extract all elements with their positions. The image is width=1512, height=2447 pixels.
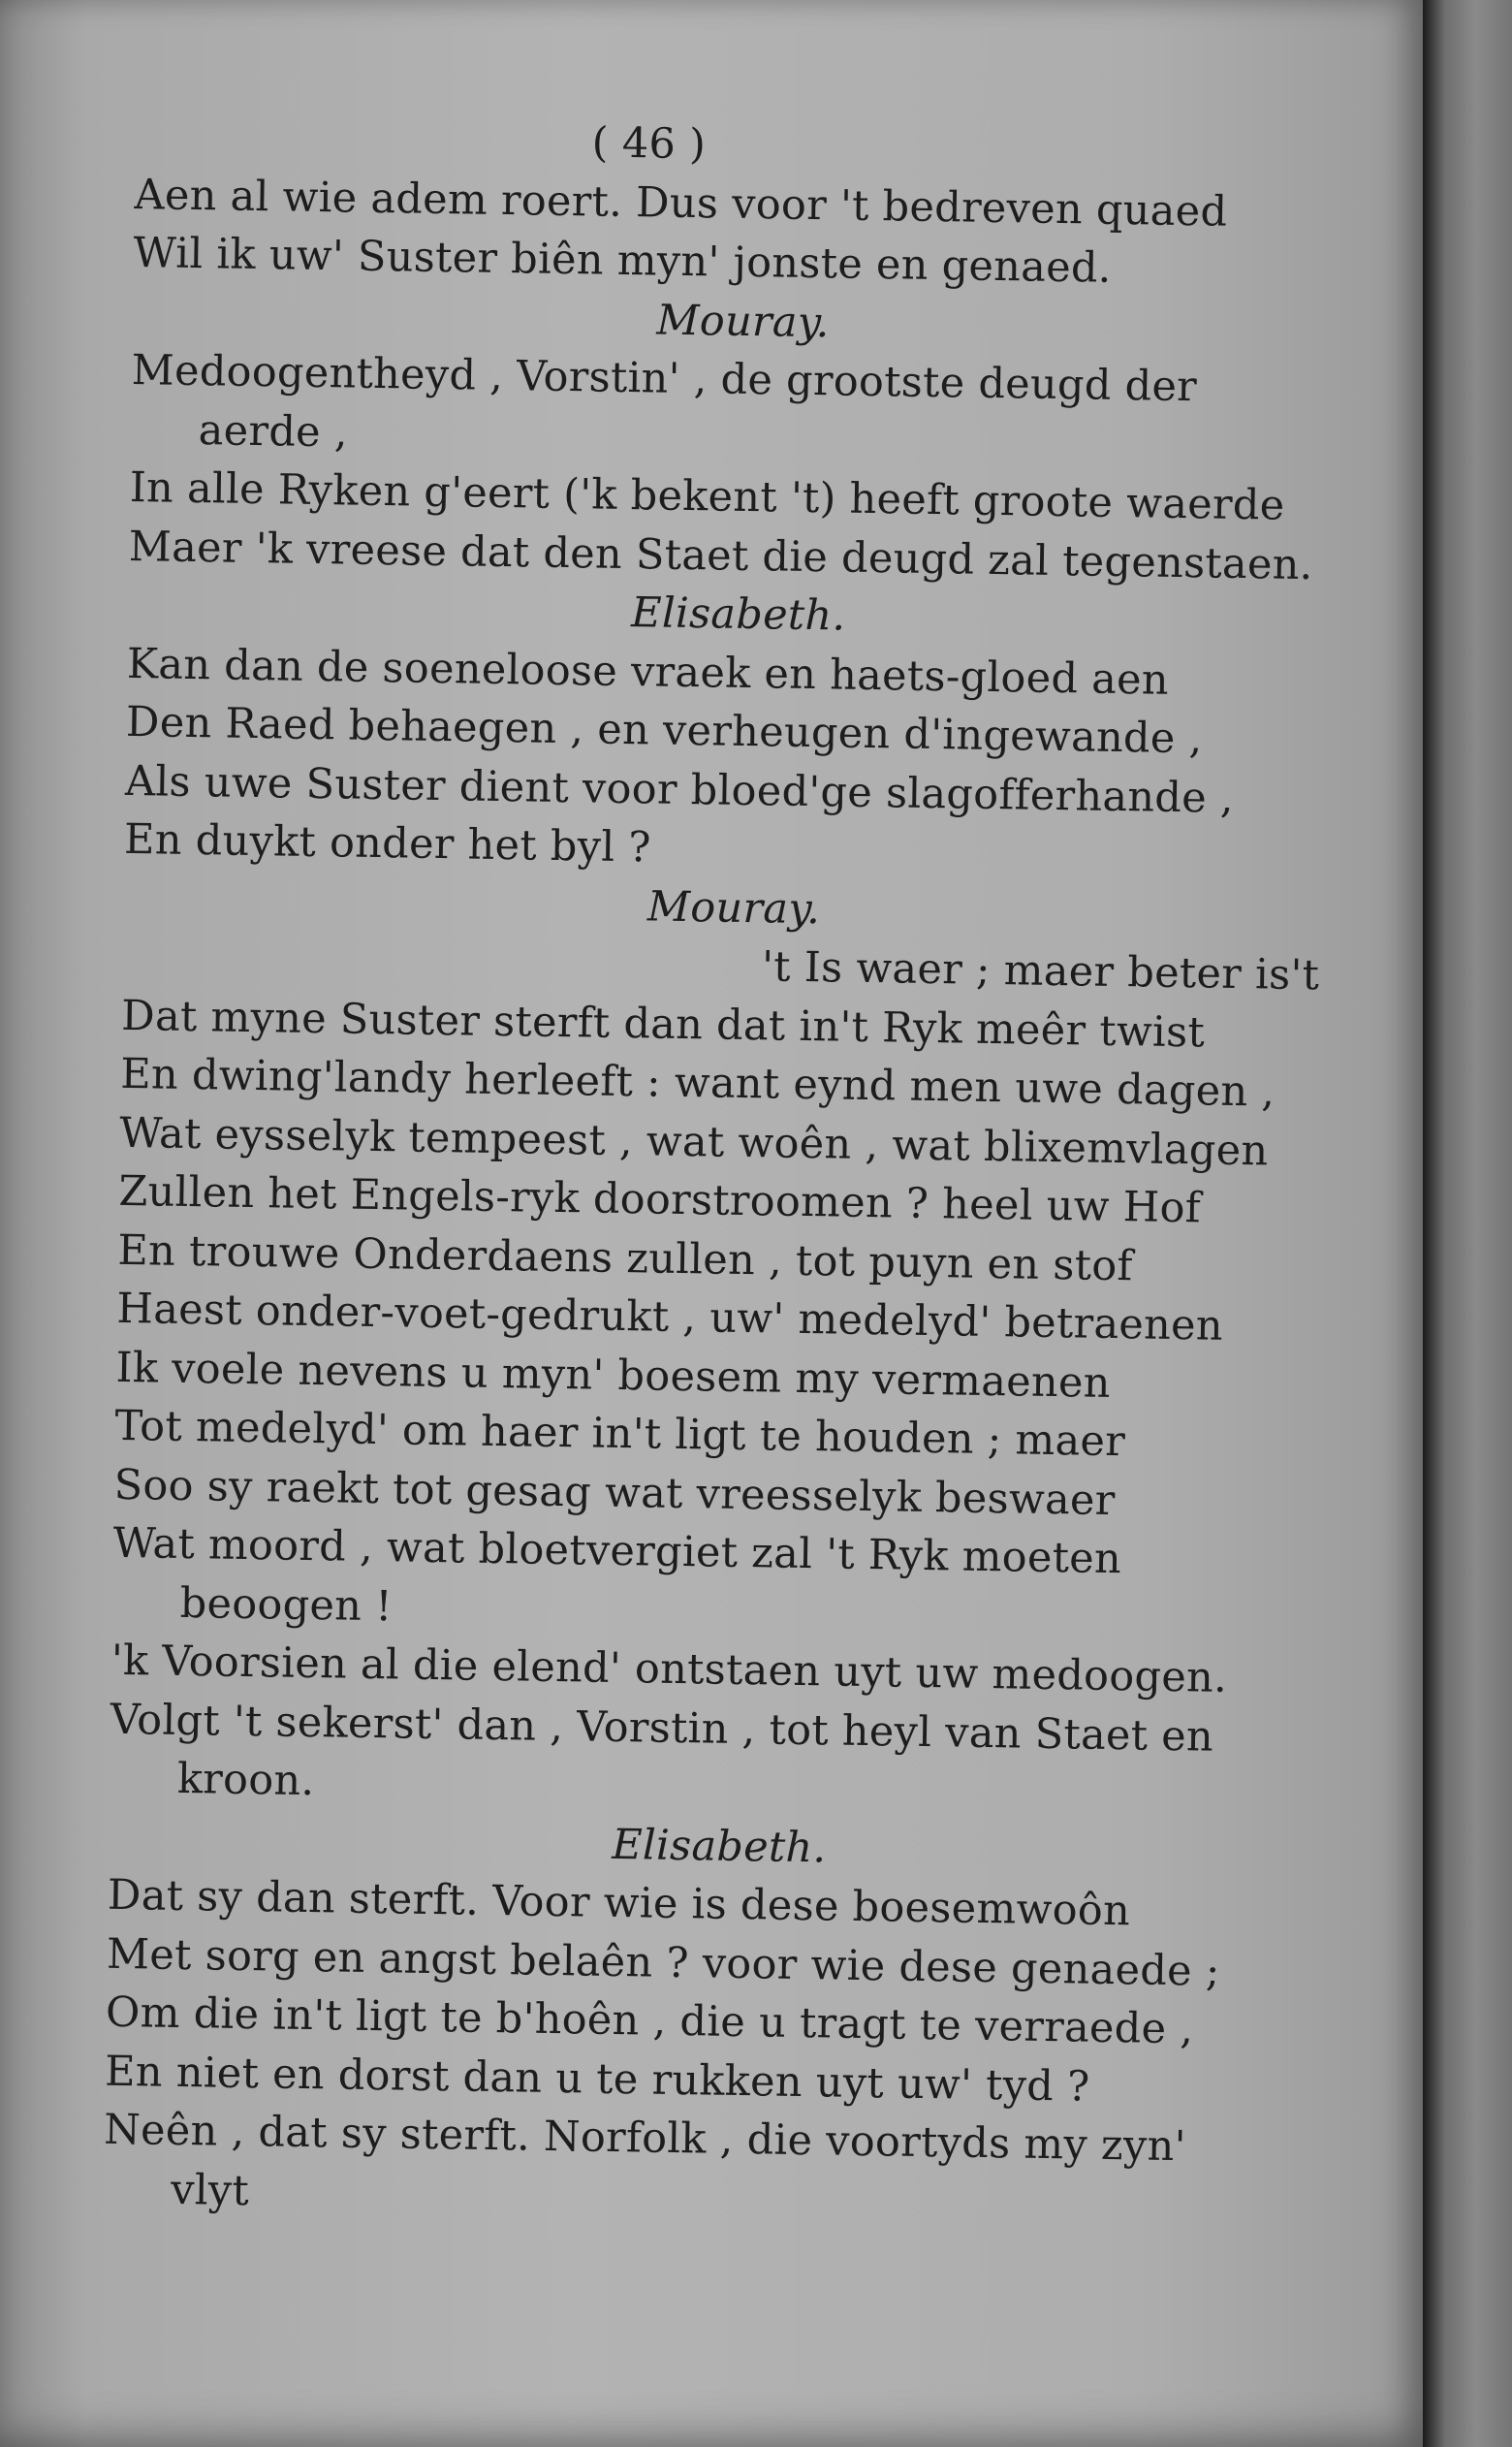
verse-line: aerde ,	[198, 405, 349, 457]
verse-line: In alle Ryken g'eert ('k bekent 't) heeft groote waerde	[129, 462, 1285, 530]
verse-line: Medoogentheyd , Vorstin' , de grootste deugd der	[131, 345, 1198, 412]
verse-line: Wat moord , wat bloetvergiet zal 't Ryk moeten	[112, 1518, 1122, 1584]
verse-line: beoogen !	[179, 1578, 394, 1631]
verse-line: Wat eysselyk tempeest , wat woên , wat blixemvlagen	[118, 1108, 1269, 1175]
verse-line: Kan dan de soeneloose vraek en haets-gloed aen	[126, 639, 1170, 705]
verse-line: Zullen het Engels-ryk doorstroomen ? heel uw Hof	[118, 1166, 1202, 1233]
verse-line: vlyt	[170, 2165, 250, 2215]
verse-line: Wil ik uw' Suster biên myn' jonste en genaed.	[133, 228, 1113, 293]
verse-line: En niet en dorst dan u te rukken uyt uw' tyd ?	[104, 2047, 1090, 2112]
speaker-name: Mouray.	[646, 881, 821, 934]
verse-line: 't Is waer ; maer beter is't	[761, 942, 1320, 1001]
verse-line: 'k Voorsien al die elend' ontstaen uyt uw medoogen.	[110, 1636, 1228, 1702]
verse-line: En duykt onder het byl ?	[123, 814, 652, 873]
verse-line: En dwing'landy herleeft : want eynd men uwe dagen ,	[119, 1049, 1276, 1117]
speaker-name: Mouray.	[656, 295, 831, 347]
speaker-name: Elisabeth.	[630, 588, 846, 641]
verse-line: Soo sy raekt tot gesag wat vreesselyk beswaer	[113, 1460, 1116, 1525]
verse-line: Om die in't ligt te b'hoên , die u tragt te verraede ,	[105, 1987, 1194, 2054]
speaker-name: Elisabeth.	[611, 1820, 827, 1872]
verse-line: Tot medelyd' om haer in't ligt te houden ; maer	[114, 1401, 1126, 1467]
verse-line: Maer 'k vreese dat den Staet die deugd zal tegenstaen.	[128, 522, 1314, 589]
facing-page-edge	[1423, 0, 1512, 2447]
verse-line: Ik voele nevens u myn' boesem my vermaenen	[115, 1343, 1112, 1408]
page-text	[103, 107, 1396, 2238]
verse-line: Neên , dat sy sterft. Norfolk , die voortyds my zyn'	[103, 2105, 1187, 2172]
verse-line: Als uwe Suster dient voor bloed'ge slagofferhande ,	[124, 756, 1235, 823]
verse-line: Haest onder-voet-gedrukt , uw' medelyd' betraenen	[116, 1284, 1224, 1351]
verse-line: Met sorg en angst belaên ? voor wie dese genaede ;	[106, 1929, 1221, 1996]
verse-line: Dat myne Suster sterft dan dat in't Ryk meêr twist	[120, 991, 1206, 1057]
verse-line: kroon.	[176, 1754, 315, 1806]
verse-line: Aen al wie adem roert. Dus voor 't bedreven quaed	[134, 170, 1228, 237]
verse-line: En trouwe Onderdaens zullen , tot puyn en stof	[117, 1225, 1134, 1290]
page-number: ( 46 )	[591, 118, 707, 170]
verse-line: Volgt 't sekerst' dan , Vorstin , tot heyl van Staet en	[110, 1695, 1214, 1762]
verse-line: Dat sy dan sterft. Voor wie is dese boesemwoôn	[107, 1870, 1131, 1936]
verse-line: Den Raed behaegen , en verheugen d'ingewande ,	[125, 697, 1203, 764]
